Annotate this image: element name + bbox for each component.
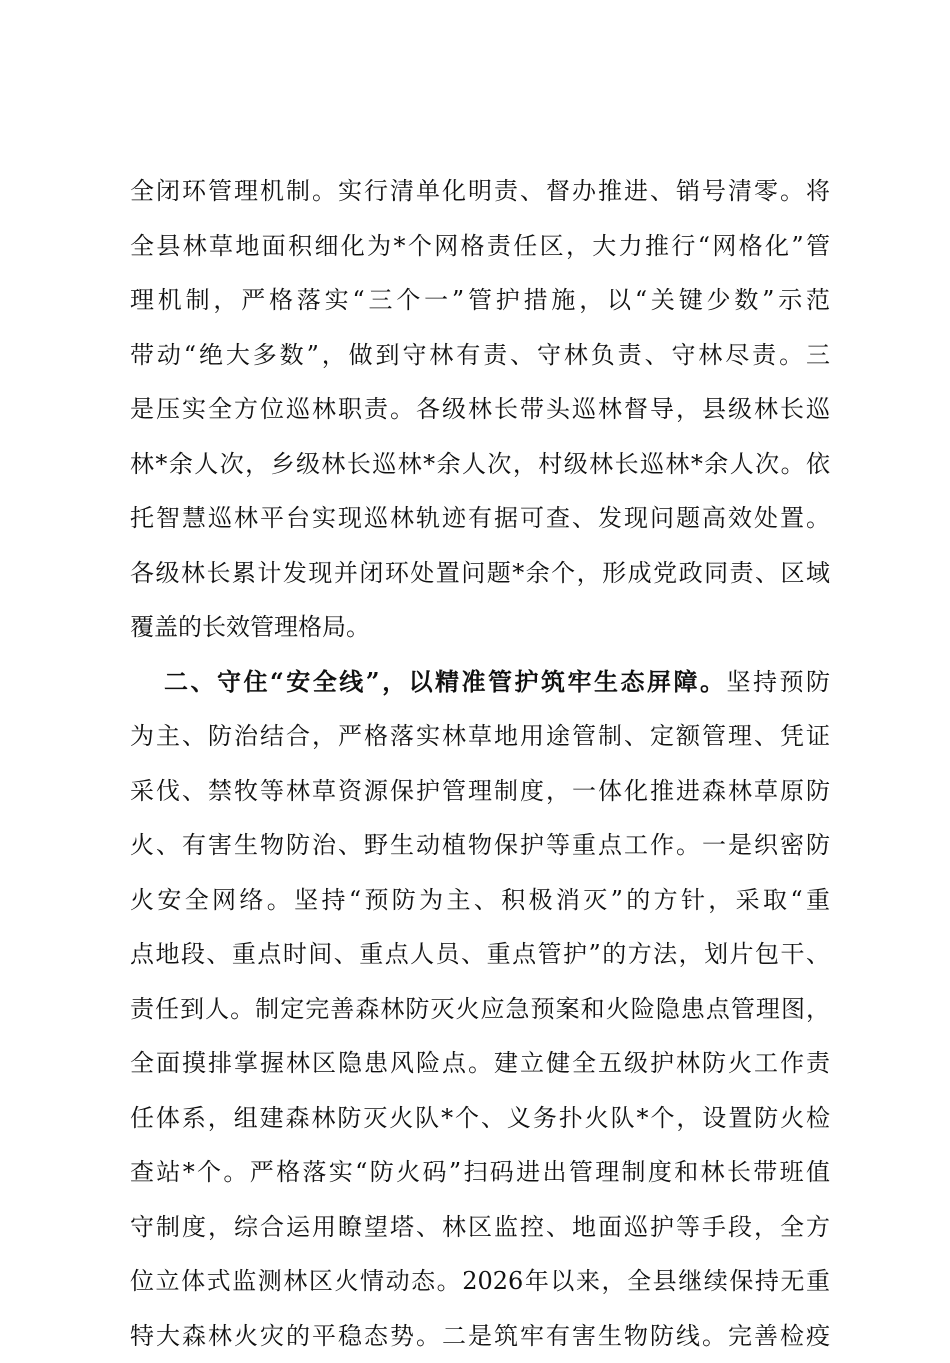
paragraph-2-line-13: 特大森林火灾的平稳态势。二是筑牢有害生物防线。完善检疫: [130, 1309, 830, 1363]
paragraph-2-line-1-rest: 坚持预防: [727, 668, 831, 696]
paragraph-1-line-5: 是压实全方位巡林职责。各级林长带头巡林督导，县级林长巡: [130, 382, 830, 437]
paragraph-1-line-6: 林*余人次，乡级林长巡林*余人次，村级林长巡林*余人次。依: [130, 437, 830, 492]
paragraph-2-line-7: 责任到人。制定完善森林防灭火应急预案和火险隐患点管理图，: [130, 982, 830, 1037]
paragraph-1-line-3: 理机制，严格落实“三个一”管护措施，以“关键少数”示范: [130, 273, 830, 328]
paragraph-2-line-10: 查站*个。严格落实“防火码”扫码进出管理制度和林长带班值: [130, 1145, 830, 1200]
paragraph-2-line-4: 火、有害生物防治、野生动植物保护等重点工作。一是织密防: [130, 818, 830, 873]
section-heading-line: [130, 655, 830, 710]
paragraph-2-line-11: 守制度，综合运用瞭望塔、林区监控、地面巡护等手段，全方: [130, 1200, 830, 1255]
section-heading: 二、守住“安全线”，以精准管护筑牢生态屏障。: [164, 667, 727, 696]
paragraph-2-line-2: 为主、防治结合，严格落实林草地用途管制、定额管理、凭证: [130, 709, 830, 764]
paragraph-1-line-1: 全闭环管理机制。实行清单化明责、督办推进、销号清零。将: [130, 164, 830, 219]
paragraph-1-line-9: 覆盖的长效管理格局。: [130, 600, 830, 655]
paragraph-2-line-6: 点地段、重点时间、重点人员、重点管护”的方法，划片包干、: [130, 927, 830, 982]
paragraph-2-line-9: 任体系，组建森林防灭火队*个、义务扑火队*个，设置防火检: [130, 1091, 830, 1146]
paragraph-1-line-8: 各级林长累计发现并闭环处置问题*余个，形成党政同责、区域: [130, 546, 830, 601]
paragraph-2-line-5: 火安全网络。坚持“预防为主、积极消灭”的方针，采取“重: [130, 873, 830, 928]
paragraph-2-line-3: 采伐、禁牧等林草资源保护管理制度，一体化推进森林草原防: [130, 764, 830, 819]
document-body: [130, 164, 830, 1363]
paragraph-2-line-8: 全面摸排掌握林区隐患风险点。建立健全五级护林防火工作责: [130, 1036, 830, 1091]
paragraph-1-line-7: 托智慧巡林平台实现巡林轨迹有据可查、发现问题高效处置。: [130, 491, 830, 546]
paragraph-2-line-12: 位立体式监测林区火情动态。2026年以来，全县继续保持无重: [130, 1254, 830, 1309]
paragraph-1-line-2: 全县林草地面积细化为*个网格责任区，大力推行“网格化”管: [130, 219, 830, 274]
paragraph-1-line-4: 带动“绝大多数”，做到守林有责、守林负责、守林尽责。三: [130, 328, 830, 383]
